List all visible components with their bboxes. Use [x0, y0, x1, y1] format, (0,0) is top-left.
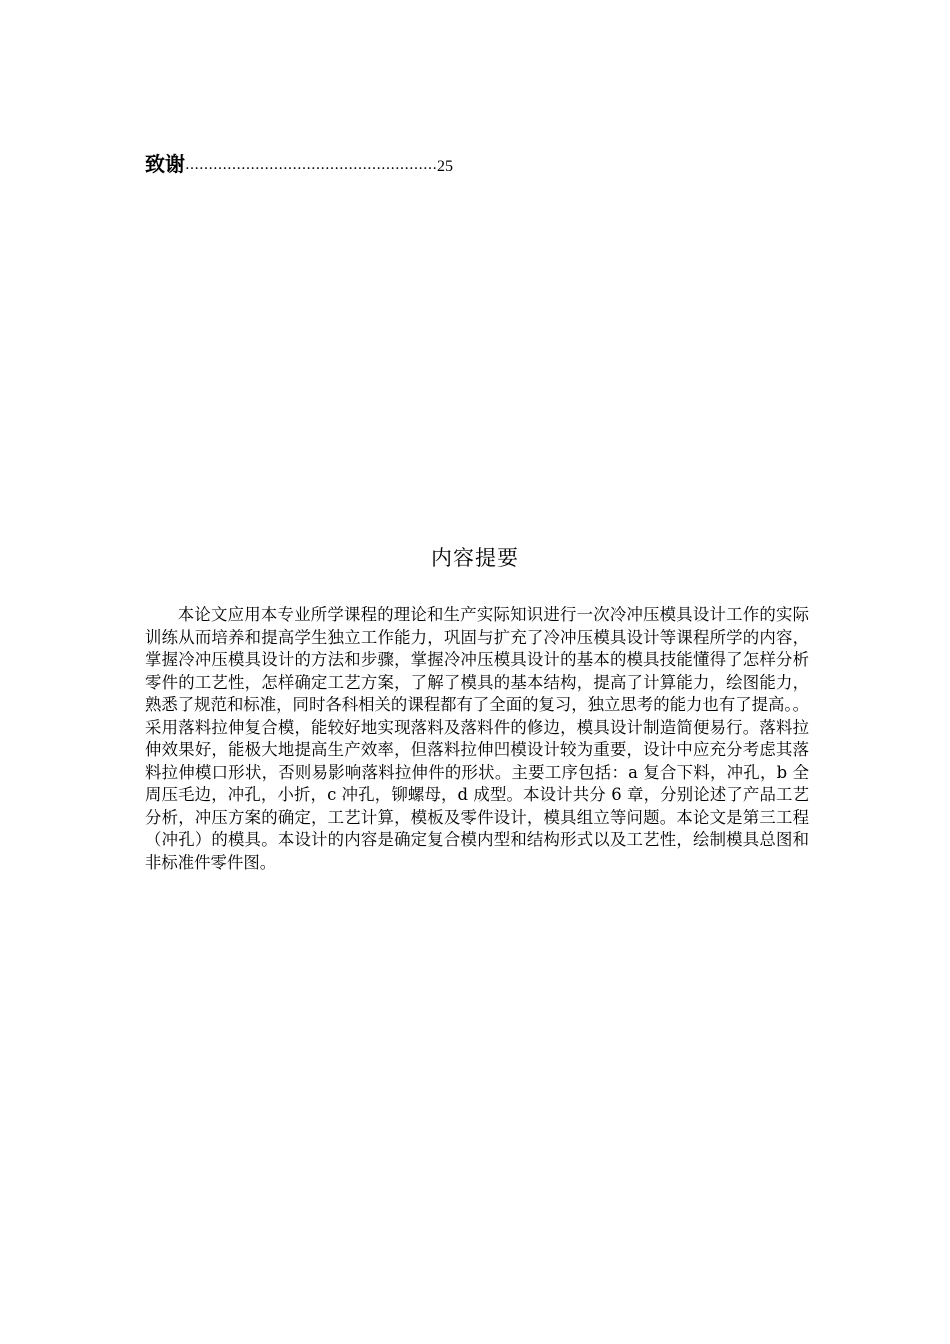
toc-dot-leader: ………………………………………………	[185, 157, 437, 173]
abstract-body: 本论文应用本专业所学课程的理论和生产实际知识进行一次冷冲压模具设计工作的实际训练从而培养和提高学生独立工作能力，巩固与扩充了冷冲压模具设计等课程所学的内容，掌握冷冲压模具设计的方法和步骤，掌握冷冲压模具设计的基本的模具技能懂得了怎样分析零件的工艺性，怎样确定工艺方案，了解了模具的基本结构，提高了计算能力，绘图能力，熟悉了规范和标准，同时各科相关的课程都有了全面的复习，独立思考的能力也有了提高。。采用落料拉伸复合模，能较好地实现落料及落料件的修边，模具设计制造简便易行。落料拉伸效果好，能极大地提高生产效率，但落料拉伸凹模设计较为重要，设计中应充分考虑其落料拉伸模口形状，否则易影响落料拉伸件的形状。主要工序包括：a 复合下料，冲孔，b 全周压毛边，冲孔，小折，c 冲孔，铆螺母，d 成型。本设计共分 6 章，分别论述了产品工艺分析，冲压方案的确定，工艺计算，模板及零件设计，模具组立等问题。本论文是第三工程（冲孔）的模具。本设计的内容是确定复合模内型和结构形式以及工艺性，绘制模具总图和非标准件零件图。	[145, 605, 809, 872]
toc-entry-acknowledgements[interactable]	[145, 150, 645, 181]
toc-entry-page-number: 25	[437, 158, 453, 175]
abstract-title: 内容提要	[431, 546, 519, 570]
toc-entry-label: 致谢	[145, 152, 185, 176]
